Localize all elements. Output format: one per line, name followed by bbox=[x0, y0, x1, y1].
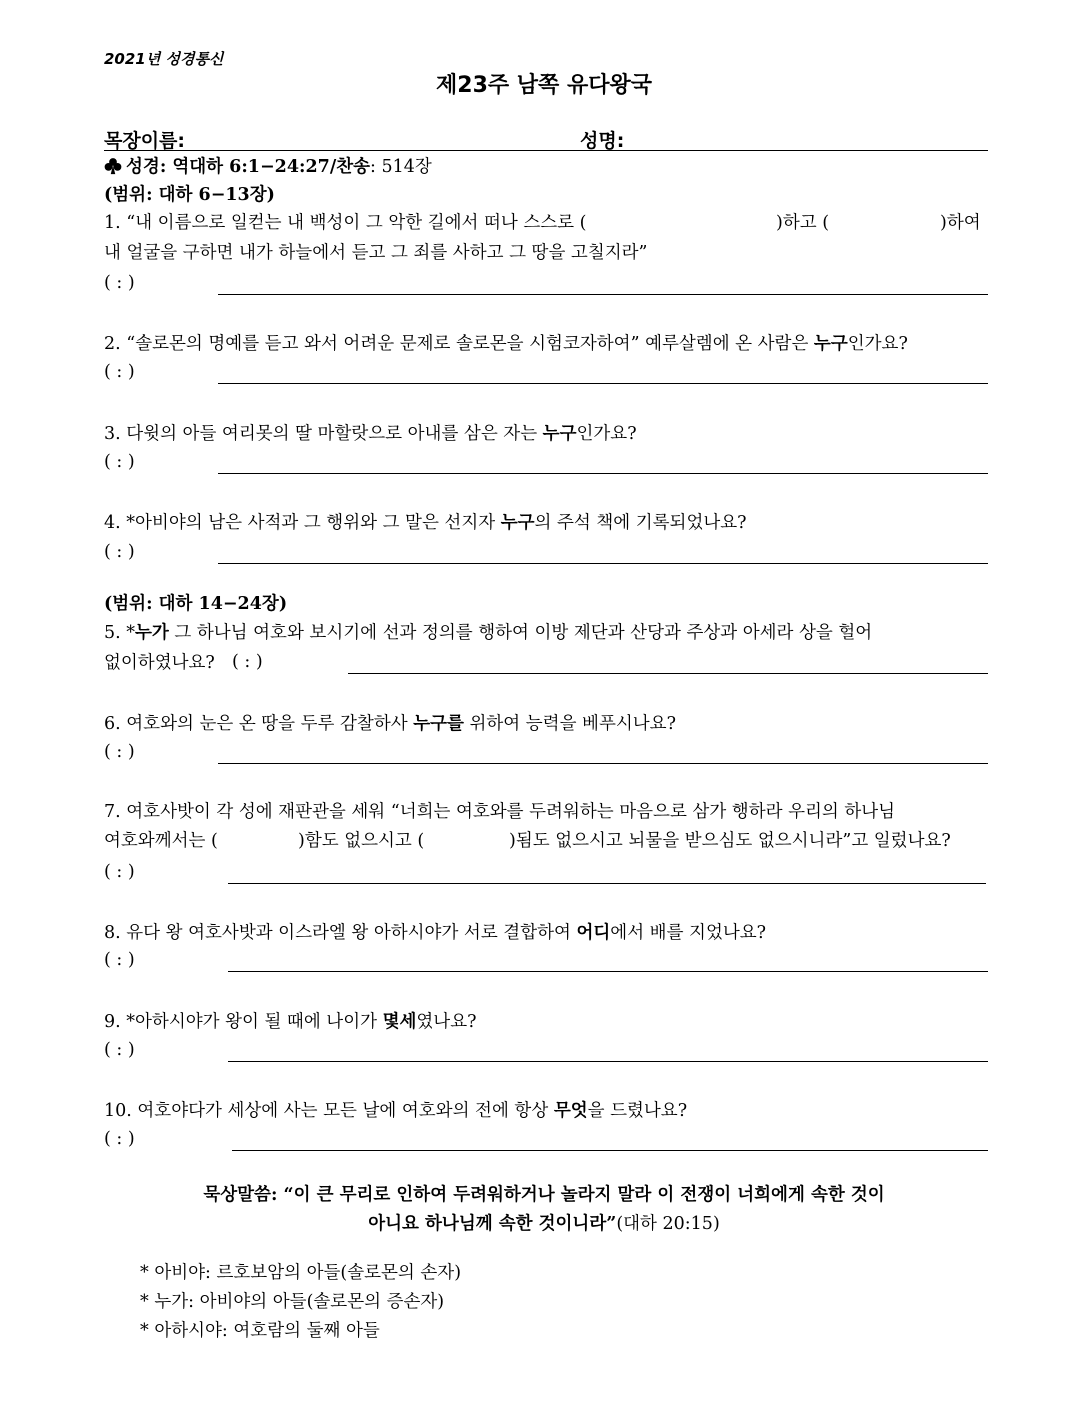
question-5-prefix: 5. * bbox=[104, 623, 136, 643]
question-1-line-1c: )하여 bbox=[940, 213, 981, 233]
question-8-keyword: 어디 bbox=[576, 923, 611, 943]
question-7-line-2b: )함도 없으시고 ( bbox=[298, 831, 425, 851]
answer-line-10[interactable] bbox=[232, 1150, 988, 1151]
question-6-tail: 위하여 능력을 베푸시나요? bbox=[463, 714, 676, 734]
question-3-tail: 인가요? bbox=[576, 424, 637, 444]
meditation-verse-line-1: 묵상말씀: “이 큰 무리로 인하여 두려워하거나 놀라지 말라 이 전쟁이 너희에게 속한 것이 bbox=[203, 1185, 885, 1205]
answer-reference-7: ( : ) bbox=[104, 862, 135, 882]
answer-line-5[interactable] bbox=[348, 673, 988, 674]
question-9 bbox=[104, 1011, 477, 1033]
answer-reference-8: ( : ) bbox=[104, 950, 135, 970]
question-9-text: 9. *아하시야가 왕이 될 때에 나이가 bbox=[104, 1012, 383, 1032]
club-icon bbox=[104, 157, 122, 175]
question-5-line-1 bbox=[104, 622, 872, 644]
answer-line-6[interactable] bbox=[218, 763, 988, 764]
header-year-label: 2021년 성경통신 bbox=[104, 50, 224, 68]
answer-reference-5: ( : ) bbox=[232, 652, 263, 672]
question-6 bbox=[104, 713, 676, 735]
question-5-keyword: 누가 bbox=[135, 623, 169, 643]
answer-reference-1: ( : ) bbox=[104, 273, 135, 293]
group-name-label: 목장이름: bbox=[104, 130, 186, 152]
question-8-tail: 에서 배를 지었나요? bbox=[610, 923, 767, 943]
answer-line-7[interactable] bbox=[228, 883, 986, 884]
range-heading-2: (범위: 대하 14−24장) bbox=[104, 594, 288, 614]
hymn-label: 찬송 bbox=[336, 157, 371, 177]
question-3-text: 3. 다윗의 아들 여리못의 딸 마할랏으로 아내를 삼은 자는 bbox=[104, 424, 543, 444]
question-1-line-1a: 1. “내 이름으로 일컫는 내 백성이 그 악한 길에서 떠나 스스로 ( bbox=[104, 213, 587, 233]
question-6-text: 6. 여호와의 눈은 온 땅을 두루 감찰하사 bbox=[104, 714, 414, 734]
meditation-verse-text: 아니요 하나님께 속한 것이니라” bbox=[368, 1214, 617, 1234]
question-4 bbox=[104, 512, 747, 534]
answer-line-9[interactable] bbox=[228, 1061, 988, 1062]
question-9-tail: 였나요? bbox=[416, 1012, 477, 1032]
question-3-keyword: 누구 bbox=[542, 424, 577, 444]
question-10 bbox=[104, 1100, 687, 1122]
question-7-line-2a: 여호와께서는 ( bbox=[104, 831, 218, 851]
question-2-keyword: 누구 bbox=[813, 334, 848, 354]
answer-reference-9: ( : ) bbox=[104, 1040, 135, 1060]
question-10-keyword: 무엇 bbox=[553, 1101, 588, 1121]
answer-line-8[interactable] bbox=[228, 971, 988, 972]
answer-line-3[interactable] bbox=[218, 473, 988, 474]
question-2-text: 2. “솔로몬의 명예를 듣고 와서 어려운 문제로 솔로몬을 시험코자하여” 예루살렘에 온 사람은 bbox=[104, 334, 814, 354]
question-1-line-2: 내 얼굴을 구하면 내가 하늘에서 듣고 그 죄를 사하고 그 땅을 고칠지라” bbox=[104, 243, 648, 263]
footnote-2: * 누가: 아비야의 아들(솔로몬의 증손자) bbox=[140, 1292, 445, 1312]
question-10-text: 10. 여호야다가 세상에 사는 모든 날에 여호와의 전에 항상 bbox=[104, 1101, 554, 1121]
question-2 bbox=[104, 333, 908, 355]
question-4-keyword: 누구 bbox=[500, 513, 535, 533]
question-3 bbox=[104, 423, 637, 445]
answer-reference-10: ( : ) bbox=[104, 1129, 135, 1149]
question-5-line-2: 없이하였나요? bbox=[104, 653, 215, 673]
range-heading-1: (범위: 대하 6−13장) bbox=[104, 185, 275, 205]
question-8 bbox=[104, 922, 766, 944]
question-10-tail: 을 드렸나요? bbox=[587, 1101, 688, 1121]
question-1-line-1b: )하고 ( bbox=[776, 213, 830, 233]
answer-reference-2: ( : ) bbox=[104, 362, 135, 382]
answer-line-4[interactable] bbox=[218, 563, 988, 564]
page-title: 제23주 남쪽 유다왕국 bbox=[436, 73, 652, 98]
scripture-line bbox=[104, 156, 432, 178]
question-8-text: 8. 유다 왕 여호사밧과 이스라엘 왕 아하시야가 서로 결합하여 bbox=[104, 923, 577, 943]
footnote-3: * 아하시야: 여호람의 둘째 아들 bbox=[140, 1321, 380, 1341]
scripture-text: : 역대하 6:1−24:27/ bbox=[159, 157, 337, 177]
answer-reference-4: ( : ) bbox=[104, 542, 135, 562]
question-2-tail: 인가요? bbox=[847, 334, 908, 354]
question-9-keyword: 몇세 bbox=[382, 1012, 417, 1032]
person-name-label: 성명: bbox=[580, 130, 625, 152]
scripture-label: 성경 bbox=[126, 157, 160, 177]
answer-reference-6: ( : ) bbox=[104, 742, 135, 762]
question-6-keyword: 누구를 bbox=[413, 714, 464, 734]
answer-line-1[interactable] bbox=[218, 294, 988, 295]
meditation-verse-line-2 bbox=[0, 1213, 1088, 1235]
question-5-text: 그 하나님 여호와 보시기에 선과 정의를 행하여 이방 제단과 산당과 주상과 아세라 상을 헐어 bbox=[168, 623, 873, 643]
answer-line-2[interactable] bbox=[218, 383, 988, 384]
name-field-underline[interactable] bbox=[104, 150, 988, 151]
answer-reference-3: ( : ) bbox=[104, 452, 135, 472]
meditation-verse-reference: (대하 20:15) bbox=[616, 1214, 720, 1234]
hymn-text: : 514장 bbox=[370, 157, 432, 177]
question-7-line-2c: )됨도 없으시고 뇌물을 받으심도 없으시니라”고 일렀나요? bbox=[509, 831, 951, 851]
question-7-line-1: 7. 여호사밧이 각 성에 재판관을 세워 “너희는 여호와를 두려워하는 마음으로 삼가 행하라 우리의 하나님 bbox=[104, 802, 896, 822]
footnote-1: * 아비야: 르호보암의 아들(솔로몬의 손자) bbox=[140, 1263, 462, 1283]
question-4-tail: 의 주석 책에 기록되었나요? bbox=[534, 513, 747, 533]
question-4-text: 4. *아비야의 남은 사적과 그 행위와 그 말은 선지자 bbox=[104, 513, 501, 533]
